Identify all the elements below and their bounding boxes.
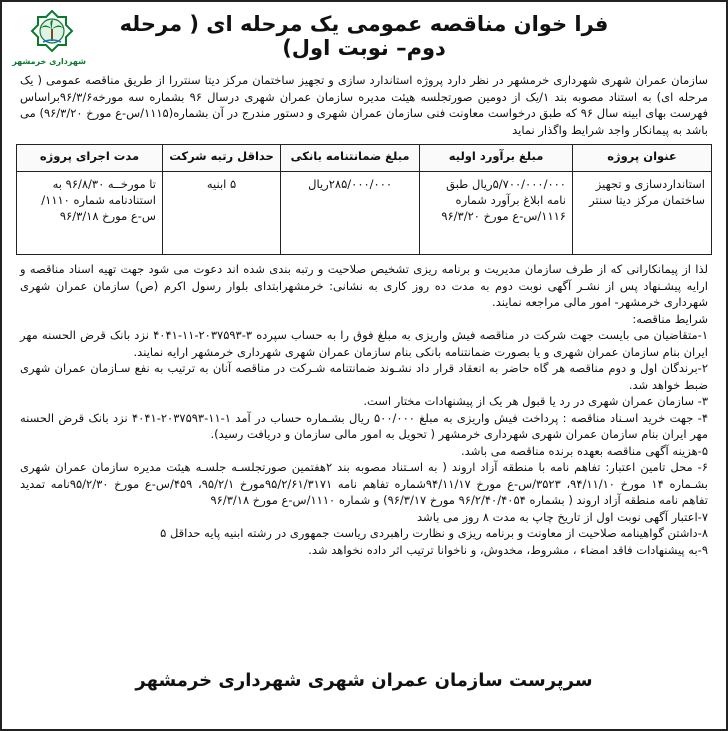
cell-initial-estimate: ۵/۷۰۰/۰۰۰/۰۰۰ریال طبق نامه ابلاغ برآورد شماره ۱۱۱۶/س-ع مورخ ۹۶/۳/۲۰	[420, 172, 573, 255]
palm-emblem-icon	[29, 10, 75, 56]
condition-item: ۴- جهت خرید اسـناد مناقصه : پرداخت فیش واریزی به مبلغ ۵۰۰/۰۰۰ ریال بشـماره حساب در آمد ۱-۱۱-۲۰۳۷۵۹۳-۴۰۴۱ نزد بانک قرض الحسنه مهر ایران بنام سازمان عمران شهری شهرداری خرمشهر ( تحویل به امور مالی سازمان و دریافت رسید).	[20, 410, 709, 441]
condition-item: ۳- سازمان عمران شهری در رد یا قبول هر یک از پیشنهادات مختار است.	[363, 394, 708, 408]
municipality-logo	[12, 10, 86, 74]
notice-title: فرا خوان مناقصه عمومی یک مرحله ای ( مرحله دوم– نوبت اول)	[119, 12, 609, 60]
condition-item: ۵-هزینه آگهی مناقصه بعهده برنده مناقصه می باشد.	[461, 443, 708, 458]
header-duration: مدت اجرای پروژه	[17, 145, 163, 172]
header-initial-estimate: مبلغ برآورد اولیه	[420, 145, 573, 172]
body-text	[20, 261, 708, 558]
conditions-title: شرایط مناقصه:	[632, 311, 708, 326]
cell-project-title: استانداردسازی و تجهیز ساختمان مرکز دیتا سنتر	[573, 172, 712, 255]
header	[12, 10, 712, 72]
condition-item: ۷-اعتبار آگهی نوبت اول از تاریخ چاپ به مدت ۸ روز می باشد	[417, 509, 708, 524]
header-bank-guarantee: مبلغ ضمانتنامه بانکی	[281, 145, 420, 172]
cell-duration: تا مورخــه ۹۶/۸/۳۰ به استنادنامه شماره ۱۱۱۰/ س-ع مورخ ۹۶/۳/۱۸	[17, 172, 163, 255]
tender-table	[16, 144, 712, 255]
condition-item: ۱-متقاضیان می بایست جهت شرکت در مناقصه فیش واریزی به مبلغ فوق را به حساب سپرده ۳-۲۰۳۷۵۹۳-۱۱-۴۰۴۱ نزد بانک قرض الحسنه مهر ایران بنام سازمان عمران شهری و یا بصورت ضمانتنامه بانکی بنام سازمان عمران شهری شهرداری خرمشهر ارایه نمایند.	[20, 328, 708, 359]
intro-paragraph: سازمان عمران شهری شهرداری خرمشهر در نظر دارد پروژه استاندارد سازی و تجهیز ساختمان مرکز دیتا سنتررا از طریق مناقصه عمومی ( یک مرحله ای) به استناد مصوبه بند ۱/یک از دومین صورتجلسه هیئت مدیره سازمان عمران شهری درسال ۹۶ بشماره سه مورخه۹۶/۳/۶براساس فهرست بهای ابینه سال ۹۶ که طبق درخواست معاونت فنی سازمان عمران شهری و دستور مندرج در آن بشماره(۱۱۱۵/س-ع مورخ ۹۶/۳/۲۰) می باشد به پیمانکار واجد شرایط واگذار نماید	[20, 73, 708, 137]
signature-line: سرپرست سازمان عمران شهری شهرداری خرمشهر	[135, 670, 593, 691]
condition-item: ۸-داشتن گواهینامه صلاحیت از معاونت و برنامه ریزی و نظارت راهبردی ریاست جمهوری در رشته ابنیه پایه حداقل ۵	[160, 526, 708, 540]
condition-item: ۶- محل تامین اعتبار: تفاهم نامه با منطقه آزاد اروند ( به اسـتناد مصوبه بند ۲هفتمین صورتجلسـه جلسـه هیئت مدیره سازمان عمران شهری بشـماره ۱۴ مورخ ۹۴/۱۱/۱۰، ۳۵۲۳/س-ع مورخ ۹۴/۱۱/۱۷شماره تفاهم نامه ۹۵/۲/۶۱/۳۱۷۱مورخ ۹۵/۲/۱، ۴۵۹/س-ع مورخ ۹۵/۲/۳۰نامه تمدید تفاهم نامه منطقه آزاد اروند ( بشماره ۹۶/۲/۴۰/۴۰۵۴ مورخ ۹۶/۳/۱۷) و شماره ۱۱۱۰/س-ع مورخ ۹۶/۳/۱۸	[20, 460, 709, 507]
condition-item: ۲-برندگان اول و دوم مناقصه هر گاه حاضر به انعقاد قرار داد نشـوند ضمانتنامه شـرکت در مناقصه آنان به ترتیب به نفع سـازمان عمران شهری ضبط خواهد شد.	[20, 361, 708, 392]
invitation-paragraph: لذا از پیمانکارانی که از طرف سازمان مدیریت و برنامه ریزی تشخیص صلاحیت و رتبه بندی شده اند دعوت می شود جهت تهیه اسناد مناقصه و ارایه پیشـنهاد پس از نشـر آگهی نوبت دوم به مدت ده روز کاری به نشانی: خرمشهرابتدای بلوار رسول اکرم (ص) سازمان عمران شهری شهرداری خرمشهر- امور مالی مراجعه نمایند.	[20, 262, 708, 309]
condition-item: ۹-به پیشنهادات فاقد امضاء ، مشروط، مخدوش، و ناخوانا ترتیب اثر داده نخواهد شد.	[308, 542, 708, 557]
logo-caption: شهرداری خرمشهر	[12, 57, 86, 66]
cell-bank-guarantee: ۲۸۵/۰۰۰/۰۰۰ریال	[281, 172, 420, 255]
table-row	[17, 172, 712, 255]
header-project-title: عنوان پروژه	[573, 145, 712, 172]
header-min-rank: حداقل رتبه شرکت	[162, 145, 280, 172]
table-header-row	[17, 145, 712, 172]
cell-min-rank: ۵ ابنیه	[162, 172, 280, 255]
